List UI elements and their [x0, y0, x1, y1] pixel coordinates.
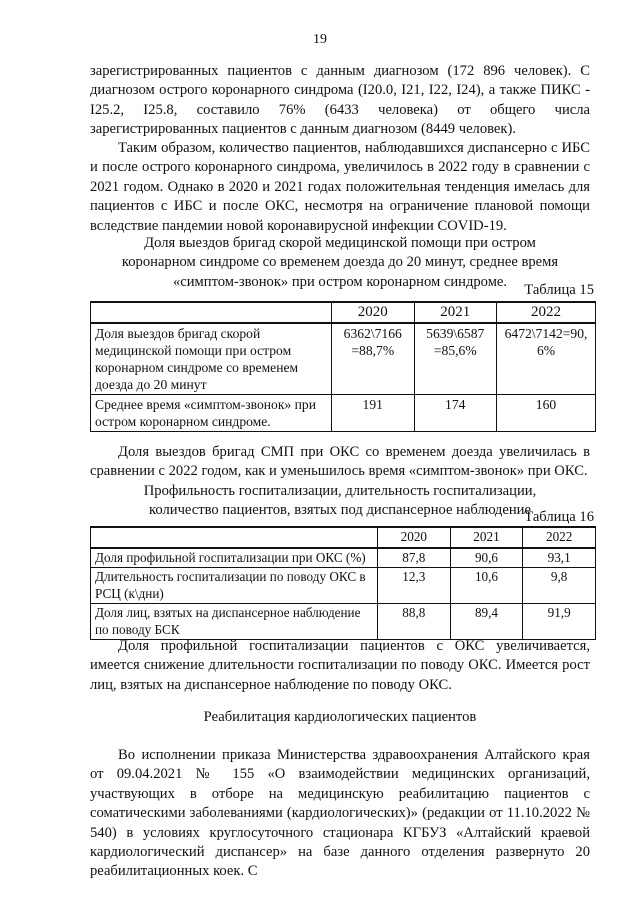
table16-row1-label: Доля профильной госпитализации при ОКС (%) — [91, 548, 378, 568]
table16-header-row — [91, 527, 596, 548]
table16-row1-2021: 90,6 — [450, 548, 523, 568]
table-16 — [90, 526, 596, 640]
table15-row2-2021: 174 — [414, 395, 497, 432]
paragraph-profile-hospitalization: Доля профильной госпитализации пациентов с ОКС увеличивается, имеется снижение длительности госпитализации по поводу ОКС. Имеется рост лиц, взятых на диспансерное наблюдение по поводу ОКС. — [90, 638, 590, 693]
page-number: 19 — [313, 32, 327, 47]
table15-header-empty — [91, 302, 332, 323]
table15-row1-2020: 6362\7166 =88,7% — [332, 323, 415, 395]
section-heading-rehabilitation: Реабилитация кардиологических пациентов — [203, 709, 477, 725]
table-row — [91, 568, 596, 604]
table-row — [91, 395, 596, 432]
table16-caption: Профильность госпитализации, длительность госпитализации, количество пациентов, взятых под диспансерное наблюдение — [143, 483, 537, 519]
table16-row1-2020: 87,8 — [378, 548, 451, 568]
paragraph-registered-patients: зарегистрированных пациентов с данным диагнозом (172 896 человек). С диагнозом острого коронарного синдрома (I20.0, I21, I22, I24), а также ПИКС - I25.2, I25.8, составило 76% (6433 человека) от общего числа зарегистрированных пациентов с данным диагнозом (8449 человек). — [90, 63, 590, 138]
table15-row1-2022: 6472\7142=90, 6% — [497, 323, 596, 395]
table16-row2-label: Длительность госпитализации по поводу ОКС в РСЦ (к\дни) — [91, 568, 378, 604]
table-15 — [90, 301, 596, 432]
table15-year-2021: 2021 — [414, 302, 497, 323]
table16-row2-2021: 10,6 — [450, 568, 523, 604]
table15-row1-2021: 5639\6587 =85,6% — [414, 323, 497, 395]
table16-year-2020: 2020 — [378, 527, 451, 548]
paragraph-smp-summary: Доля выездов бригад СМП при ОКС со временем доезда увеличилась в сравнении с 2022 годом, как и уменьшилось время «симптом-звонок» при ОКС. — [90, 444, 590, 480]
table15-year-2020: 2020 — [332, 302, 415, 323]
table15-row2-2022: 160 — [497, 395, 596, 432]
table15-year-2022: 2022 — [497, 302, 596, 323]
table16-year-2021: 2021 — [450, 527, 523, 548]
table-row — [91, 323, 596, 395]
table16-row2-2020: 12,3 — [378, 568, 451, 604]
table16-label: Таблица 16 — [524, 509, 594, 525]
table16-header-empty — [91, 527, 378, 548]
table16-row3-label: Доля лиц, взятых на диспансерное наблюдение по поводу БСК — [91, 604, 378, 640]
table15-label: Таблица 15 — [524, 282, 594, 298]
table15-row1-label: Доля выездов бригад скорой медицинской помощи при остром коронарном синдроме со временем доезда до 20 минут — [91, 323, 332, 395]
table16-row1-2022: 93,1 — [523, 548, 596, 568]
table16-row2-2022: 9,8 — [523, 568, 596, 604]
table15-row2-2020: 191 — [332, 395, 415, 432]
table-row — [91, 604, 596, 640]
paragraph-conclusion-ihd: Таким образом, количество пациентов, наблюдавшихся диспансерно с ИБС и после острого коронарного синдрома, увеличилось в 2022 году в сравнении с 2021 годом. Однако в 2020 и 2021 годах положительная тенденция имелась для пациентов с ИБС и после ОКС, несмотря на ограничение плановой помощи вследствие пандемии новой коронавирусной инфекции COVID-19. — [90, 140, 590, 234]
table16-row3-2022: 91,9 — [523, 604, 596, 640]
paragraph-rehabilitation-order: Во исполнении приказа Министерства здравоохранения Алтайского края от 09.04.2021 № 155 «О взаимодействии медицинских организаций, участвующих в отборе на медицинскую реабилитацию пациентов с соматическими заболеваниями (кардиологических)» (редакции от 11.10.2022 № 540) в условиях круглосуточного стационара КГБУЗ «Алтайский краевой кардиологический диспансер» на базе данного отделения развернуто 20 реабилитационных коек. С — [90, 747, 590, 880]
table16-row3-2020: 88,8 — [378, 604, 451, 640]
table16-row3-2021: 89,4 — [450, 604, 523, 640]
table16-year-2022: 2022 — [523, 527, 596, 548]
table-row — [91, 548, 596, 568]
table15-caption: Доля выездов бригад скорой медицинской помощи при остром коронарном синдроме со временем доезда до 20 минут, среднее время «симптом-звонок» при остром коронарном синдроме. — [121, 235, 559, 290]
table15-header-row — [91, 302, 596, 323]
table15-row2-label: Среднее время «симптом-звонок» при остром коронарном синдроме. — [91, 395, 332, 432]
